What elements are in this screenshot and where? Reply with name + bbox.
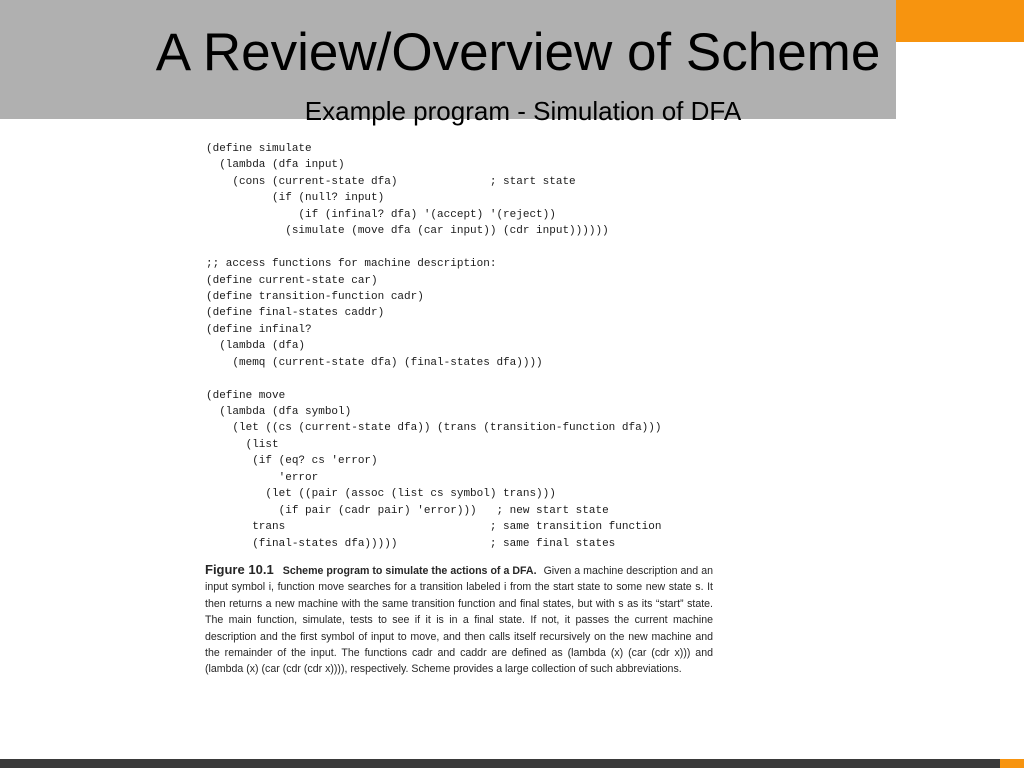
figure-caption — [205, 562, 713, 678]
code-line: ;; access functions for machine description: — [206, 258, 497, 271]
code-line: trans ; same transition function — [206, 521, 662, 534]
bottom-bar — [0, 759, 1024, 768]
code-line: (define infinal? — [206, 323, 312, 336]
code-line: (list — [206, 438, 279, 451]
code-line: (memq (current-state dfa) (final-states dfa)))) — [206, 356, 543, 369]
code-line: (if (null? input) — [206, 192, 385, 205]
slide-subtitle: Example program - Simulation of DFA — [304, 96, 742, 126]
code-line: (let ((pair (assoc (list cs symbol) trans))) — [206, 488, 556, 501]
slide-title: A Review/Overview of Scheme — [155, 23, 881, 82]
code-line: (lambda (dfa input) — [206, 159, 345, 172]
code-line — [206, 240, 661, 256]
code-line: (define final-states caddr) — [206, 307, 385, 320]
code-line: (define simulate — [206, 143, 312, 155]
code-listing — [206, 141, 661, 552]
code-line: 'error — [206, 471, 319, 484]
code-line: (final-states dfa))))) ; same final states — [206, 537, 616, 550]
figure-label: Figure 10.1 — [205, 562, 274, 577]
code-line: (lambda (dfa) — [206, 340, 306, 353]
code-line: (if (eq? cs 'error) — [206, 455, 378, 468]
code-line: (let ((cs (current-state dfa)) (trans (transition-function dfa))) — [206, 422, 662, 435]
figure-title: Scheme program to simulate the actions of a DFA. — [282, 565, 537, 577]
figure-caption-body: Given a machine description and an input symbol i, function move searches for a transition labeled i from the start state to some new state s. It then returns a new machine with the same transition function and final states, but with s as its “start” state. The main function, simulate, tests to see if it is in a final state. If not, it passes the current machine description and the first symbol of input to move, and then calls itself recursively on the new machine and the remainder of the input. The functions cadr and caddr are defined as (lambda (x) (car (cdr x))) and (lambda (x) (car (cdr (cdr x)))), respectively. Scheme provides a large collection of such abbreviations. — [205, 565, 713, 676]
bottom-orange-accent — [1000, 759, 1024, 768]
code-line: (define current-state car) — [206, 274, 378, 287]
code-line: (define move — [206, 389, 286, 402]
code-line: (cons (current-state dfa) ; start state — [206, 175, 576, 188]
code-line: (lambda (dfa symbol) — [206, 406, 352, 418]
code-line: (define transition-function cadr) — [206, 290, 424, 303]
code-line — [206, 371, 661, 387]
code-line: (if (infinal? dfa) '(accept) '(reject)) — [206, 208, 556, 221]
code-line: (simulate (move dfa (car input)) (cdr input)))))) — [206, 225, 609, 238]
code-line: (if pair (cadr pair) 'error))) ; new start state — [206, 504, 609, 517]
